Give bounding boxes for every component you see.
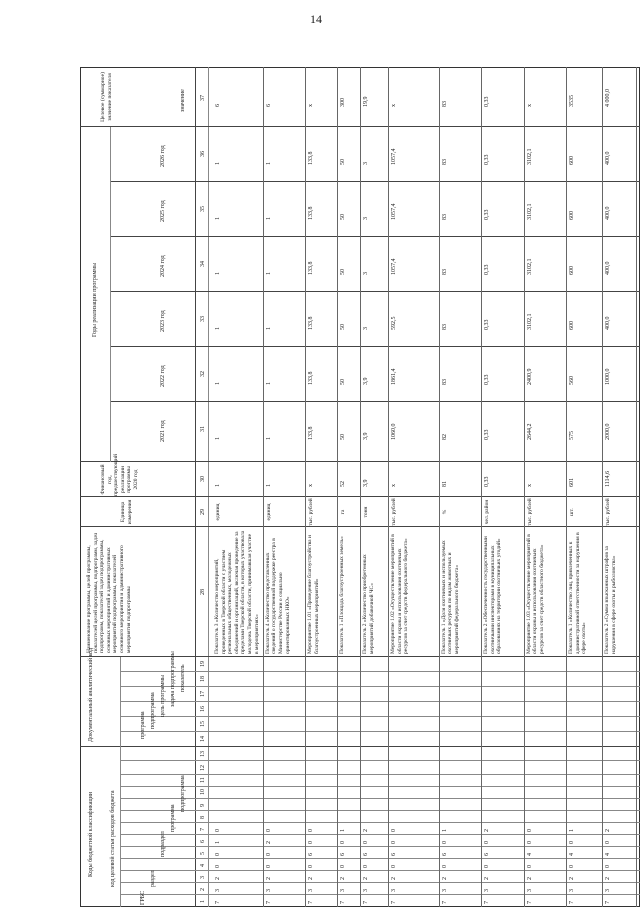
code-cell: 0: [484, 841, 491, 844]
code-cell: 7: [308, 901, 315, 904]
code-cell: 0: [363, 841, 370, 844]
col-num: 33: [200, 316, 206, 322]
row-name: Показатель 2 «Сумма взысканных штрафов за нарушения в сфере охоты и рыболовства»: [604, 546, 617, 654]
table-row: [602, 67, 637, 907]
row-year-value: 3: [363, 217, 370, 220]
col-num: 7: [200, 828, 206, 831]
row-year-value: 1057,4: [390, 258, 397, 275]
table-row: [481, 67, 524, 907]
code-cell: 0: [441, 865, 448, 868]
row-target-value: х: [526, 104, 533, 107]
row-target-value: 3535: [569, 95, 576, 107]
row-year-value: 1: [265, 162, 272, 165]
years-group-title: Годы реализации программы: [92, 262, 98, 337]
row-name: Показатель 2 «Количество приобретенных мероприятий добавочной ЧС»: [362, 554, 375, 654]
row-year-value: 50: [340, 434, 347, 440]
code-cell: 7: [340, 901, 347, 904]
code-cell: 4: [605, 853, 612, 856]
row-year-value: 83: [441, 214, 448, 220]
col-num: 13: [200, 751, 206, 757]
code-cell: 7: [441, 901, 448, 904]
row-year-value: 1: [265, 382, 272, 385]
code-cell: 3: [265, 889, 272, 892]
col-num: 19: [200, 661, 206, 667]
code-label-section: раздел: [150, 870, 156, 887]
row-unit: тыс. рублей: [308, 498, 315, 526]
code-cell: 1: [441, 829, 448, 832]
col-num: 30: [200, 476, 206, 482]
table-row: [305, 67, 338, 907]
code-cell: 3: [215, 889, 221, 892]
row-target-value: 6: [265, 104, 272, 107]
code-cell: 2: [605, 877, 612, 880]
code-cell: 0: [605, 865, 612, 868]
code-cell: 0: [390, 865, 397, 868]
code-cell: 7: [363, 901, 370, 904]
page-number: 14: [310, 12, 322, 26]
col-num: 9: [200, 804, 206, 807]
row-year-value: 50: [340, 324, 347, 330]
row-name: Показатель 1 «Количество лиц, привлеченных к административной ответственности за нарушения в сфере охоты»: [568, 532, 588, 654]
year-2024: 2024 год: [160, 255, 166, 277]
code-cell: 2: [484, 829, 491, 832]
row-target-value: 19,9: [363, 96, 370, 107]
row-year-value: 1000,0: [605, 368, 612, 385]
row-target-value: х: [308, 104, 315, 107]
row-year-value: 0,33: [484, 264, 491, 275]
code-cell: 4: [569, 853, 576, 856]
code-cell: 0: [308, 865, 315, 868]
row-year-value: 3,9: [363, 432, 370, 440]
unit-col-title: Единица измерения: [120, 499, 133, 525]
code-cell: 6: [484, 853, 491, 856]
code-cell: 6: [441, 853, 448, 856]
row-target-value: 0,33: [484, 96, 491, 107]
code-cell: 7: [569, 901, 576, 904]
row-target-value: 4 000,0: [605, 89, 612, 107]
row-target-value: х: [390, 104, 397, 107]
code-cell: 6: [340, 853, 347, 856]
code-cell: 7: [526, 901, 533, 904]
row-base-value: х: [526, 484, 533, 487]
codes-group-line: [120, 657, 121, 907]
year-2026: 2026 год: [160, 145, 166, 167]
row-year-value: 1: [265, 272, 272, 275]
col-num: 6: [200, 840, 206, 843]
code-cell: 0: [265, 829, 272, 832]
row-year-value: 133,8: [308, 371, 315, 385]
col-num: 11: [200, 777, 206, 783]
row-year-value: 3102,1: [526, 258, 533, 275]
code-cell: 2: [605, 829, 612, 832]
code-cell: 0: [569, 865, 576, 868]
row-name: Мероприятие 1.01 «Проведение благоустройства и благоустроенных мероприятий»: [307, 535, 320, 654]
code-cell: 7: [215, 901, 221, 904]
code-cell: 0: [340, 841, 347, 844]
code-cell: 0: [526, 841, 533, 844]
row-year-value: 2400,9: [526, 368, 533, 385]
year-2021: 2021 год: [160, 420, 166, 442]
col-num: 37: [200, 95, 206, 101]
row-year-value: 83: [441, 159, 448, 165]
row-unit: тыс. рублей: [390, 498, 397, 526]
code-cell: 0: [526, 865, 533, 868]
code-label-grbs: ГРБС: [140, 890, 146, 905]
row-year-value: 133,8: [308, 426, 315, 440]
row-year-value: 1060,0: [390, 423, 397, 440]
row-name: Показатель 1 «Площадь благоустроенных земель»: [339, 536, 346, 654]
name-col-title: Наименование программы, целей программы, показателей целей программы, подпрограмм, задач подпрограмм, показателей задач подпрограммы, основных мероприятий и административных мероприятий подпрограммы, показателей основного мероприятия и административного мероприятия подпрограммы: [86, 532, 132, 653]
code-cell: 2: [569, 877, 576, 880]
row-year-value: 1: [215, 217, 221, 220]
row-year-value: 400,0: [605, 316, 612, 330]
code-cell: 3: [390, 889, 397, 892]
code-cell: 1: [569, 829, 576, 832]
row-base-value: х: [390, 484, 397, 487]
row-name: Показатель 1 «Доля охотничьих и используемых охотничьих ресурсов по видам животных и мероприятий федерального бюджета»: [440, 540, 461, 654]
row-year-value: 3: [363, 327, 370, 330]
row-year-value: 133,8: [308, 316, 315, 330]
col-num: 35: [200, 206, 206, 212]
target-sub-title: значение: [180, 89, 186, 112]
code-cell: 2: [363, 829, 370, 832]
code-cell: 6: [390, 853, 397, 856]
table-row: [388, 67, 440, 907]
row-name: Показатель 2 «Обеспеченность государственными охотничьими инспекторами в муниципальных образованиях на территории охотничьих угодий»: [483, 536, 503, 654]
row-year-value: 1057,4: [390, 203, 397, 220]
code-cell: 0: [265, 853, 272, 856]
row-base-value: 0,33: [484, 476, 491, 487]
row-name: Мероприятие 1.03 «Осуществление мероприятий в области охраны и использования охотничьих ресурсов за счет средств областного бюджета»: [525, 534, 545, 654]
code-cell: 0: [605, 841, 612, 844]
code-cell: 2: [390, 877, 397, 880]
row-name: Показатель 4 «Количество представленных сведений о государственной поддержке реестра в Министерстве России о социально ориентированных НКО»: [264, 538, 291, 654]
code-cell: 2: [265, 841, 272, 844]
year-2025: 2025 год: [160, 200, 166, 222]
row-year-value: 82: [441, 434, 448, 440]
code-cell: 0: [340, 865, 347, 868]
row-year-value: 400,0: [605, 151, 612, 165]
years-group-line: [110, 127, 111, 462]
code-label-doc-subprogram: подпрограмма: [150, 692, 156, 729]
row-base-value: 1: [265, 484, 272, 487]
code-cell: 7: [484, 901, 491, 904]
row-year-value: 3102,1: [526, 313, 533, 330]
code-cell: 3: [340, 889, 347, 892]
row-target-value: 300: [340, 98, 347, 107]
table-row: [360, 67, 389, 907]
code-cell: 2: [215, 877, 221, 880]
col-num: 1: [200, 900, 206, 903]
col-num: 36: [200, 151, 206, 157]
table-row: [566, 67, 603, 907]
row-year-value: 0,33: [484, 374, 491, 385]
rotated-table-sheet: [80, 67, 640, 907]
row-name: Показатель 3 «Количество мероприятий, проведенных в Тверской области с участием региональных общественных, молодежных объединений и организаций, включая проведение за пределами Тверской области, в которых участвовала молодежь Тверской области, принимавшая участие в мероприятиях»: [214, 530, 260, 654]
col-num: 28: [200, 589, 206, 595]
code-cell: 0: [265, 865, 272, 868]
row-unit: %: [441, 509, 448, 515]
code-cell: 2: [526, 877, 533, 880]
row-year-value: 1: [215, 437, 221, 440]
row-base-value: 52: [340, 481, 347, 487]
code-cell: 3: [605, 889, 612, 892]
code-cell: 4: [526, 853, 533, 856]
row-year-value: 1: [265, 437, 272, 440]
table-row: [524, 67, 567, 907]
col-num: 32: [200, 371, 206, 377]
code-cell: 0: [390, 841, 397, 844]
base-col-title: Финансовый год, предшествующий реализации программы 2020 год: [100, 454, 139, 496]
col-num: 12: [200, 765, 206, 771]
row-year-value: 133,8: [308, 261, 315, 275]
col-num: 17: [200, 691, 206, 697]
row-year-value: 1: [265, 327, 272, 330]
code-label-goal: цель программы: [160, 674, 166, 717]
code-cell: 7: [265, 901, 272, 904]
code-cell: 0: [215, 853, 221, 856]
code-label-subsection: подраздел: [160, 831, 166, 857]
col-num: 8: [200, 816, 206, 819]
row-year-value: 83: [441, 269, 448, 275]
code-cell: 2: [441, 877, 448, 880]
row-year-value: 3: [363, 272, 370, 275]
row-base-value: 3,9: [363, 479, 370, 487]
code-cell: 2: [265, 877, 272, 880]
row-year-value: 600: [569, 321, 576, 330]
row-year-value: 2644,2: [526, 423, 533, 440]
row-base-value: 1: [215, 484, 221, 487]
code-cell: 2: [308, 877, 315, 880]
row-year-value: 0,33: [484, 154, 491, 165]
code-cell: 3: [363, 889, 370, 892]
table-row: [337, 67, 361, 907]
code-cell: 0: [363, 865, 370, 868]
col-num: 16: [200, 706, 206, 712]
col-num: 31: [200, 426, 206, 432]
doc-code-title: Документальный аналитический код: [88, 647, 94, 742]
code-cell: 6: [363, 853, 370, 856]
code-cell: 2: [484, 877, 491, 880]
code-label-task: задача подпрограммы: [170, 651, 176, 707]
target-col-title: Целевое (суммарное) значение показателя: [100, 72, 113, 122]
row-unit: тонн: [363, 506, 370, 518]
code-cell: 2: [363, 877, 370, 880]
row-target-value: 6: [215, 104, 221, 107]
code-cell: 0: [308, 829, 315, 832]
col-num: 3: [200, 876, 206, 879]
row-year-value: 400,0: [605, 206, 612, 220]
code-cell: 1: [340, 829, 347, 832]
row-year-value: 1057,4: [390, 148, 397, 165]
row-year-value: 50: [340, 159, 347, 165]
row-year-value: 3102,1: [526, 148, 533, 165]
row-year-value: 83: [441, 379, 448, 385]
code-cell: 6: [308, 853, 315, 856]
code-label-doc-program: программа: [140, 711, 146, 739]
code-cell: 3: [484, 889, 491, 892]
row-year-value: 1: [215, 272, 221, 275]
row-year-value: 3: [363, 162, 370, 165]
code-cell: 0: [569, 841, 576, 844]
col-num: 29: [200, 509, 206, 515]
code-cell: 0: [215, 865, 221, 868]
row-year-value: 0,33: [484, 429, 491, 440]
code-cell: 0: [526, 829, 533, 832]
code-cell: 3: [441, 889, 448, 892]
row-year-value: 0,33: [484, 209, 491, 220]
row-year-value: 1: [215, 382, 221, 385]
row-year-value: 3102,1: [526, 203, 533, 220]
code-cell: 7: [390, 901, 397, 904]
code-label-subprogram: подпрограмма: [180, 775, 186, 812]
code-cell: 0: [390, 829, 397, 832]
row-unit: шт.: [569, 508, 576, 516]
col-num: 10: [200, 789, 206, 795]
table-row: [212, 67, 264, 907]
code-cell: 3: [569, 889, 576, 892]
row-year-value: 2000,0: [605, 423, 612, 440]
code-cell: 3: [526, 889, 533, 892]
row-year-value: 1: [215, 162, 221, 165]
code-cell: 0: [441, 841, 448, 844]
row-unit: чел. район: [484, 499, 491, 525]
col-num: 15: [200, 721, 206, 727]
row-base-value: 1114,6: [605, 470, 612, 487]
row-year-value: 133,8: [308, 206, 315, 220]
row-year-value: 575: [569, 431, 576, 440]
table-row: [263, 67, 306, 907]
col-num: 4: [200, 864, 206, 867]
row-year-value: 600: [569, 156, 576, 165]
row-year-value: 50: [340, 269, 347, 275]
row-base-value: 601: [569, 478, 576, 487]
row-year-value: 592,5: [390, 316, 397, 330]
expense-code-title: код целевой статьи расходов бюджета: [110, 790, 116, 887]
row-year-value: 50: [340, 379, 347, 385]
year-2023: 2023 год: [160, 310, 166, 332]
code-label-indicator: показатель: [180, 664, 186, 692]
row-year-value: 560: [569, 376, 576, 385]
row-year-value: 1861,4: [390, 368, 397, 385]
row-year-value: 400,0: [605, 261, 612, 275]
code-cell: 3: [308, 889, 315, 892]
row-year-value: 600: [569, 266, 576, 275]
row-year-value: 0,33: [484, 319, 491, 330]
code-cell: 0: [484, 865, 491, 868]
row-unit: единиц: [265, 503, 272, 521]
code-cell: 0: [308, 841, 315, 844]
col-num: 2: [200, 888, 206, 891]
code-cell: 2: [340, 877, 347, 880]
row-year-value: 600: [569, 211, 576, 220]
row-unit: тыс. рублей: [605, 498, 612, 526]
row-target-value: 83: [441, 101, 448, 107]
row-unit: единиц: [215, 503, 221, 521]
row-year-value: 1: [265, 217, 272, 220]
year-2022: 2022 год: [160, 365, 166, 387]
table-row: [439, 67, 482, 907]
colnum-divider: [208, 67, 209, 907]
codes-group-title: Коды бюджетной классификации: [88, 792, 94, 877]
col-num: 14: [200, 736, 206, 742]
row-unit: тыс. рублей: [526, 498, 533, 526]
row-year-value: 133,8: [308, 151, 315, 165]
row-year-value: 50: [340, 214, 347, 220]
col-num: 18: [200, 676, 206, 682]
code-label-program: программа: [170, 804, 176, 832]
header-divider: [195, 67, 196, 907]
row-name: Мероприятие 1.02 «Осуществление мероприятий в области охраны и использования охотничьих ресурсов за счет средств федерального бюджета»: [389, 534, 410, 654]
row-base-value: х: [308, 484, 315, 487]
row-year-value: 83: [441, 324, 448, 330]
row-year-value: 1: [215, 327, 221, 330]
code-cell: 7: [605, 901, 612, 904]
code-cell: 1: [215, 841, 221, 844]
col-num: 5: [200, 852, 206, 855]
row-base-value: 81: [441, 481, 448, 487]
row-year-value: 3,9: [363, 377, 370, 385]
col-num: 34: [200, 261, 206, 267]
row-unit: га: [340, 509, 347, 515]
code-cell: 0: [215, 829, 221, 832]
